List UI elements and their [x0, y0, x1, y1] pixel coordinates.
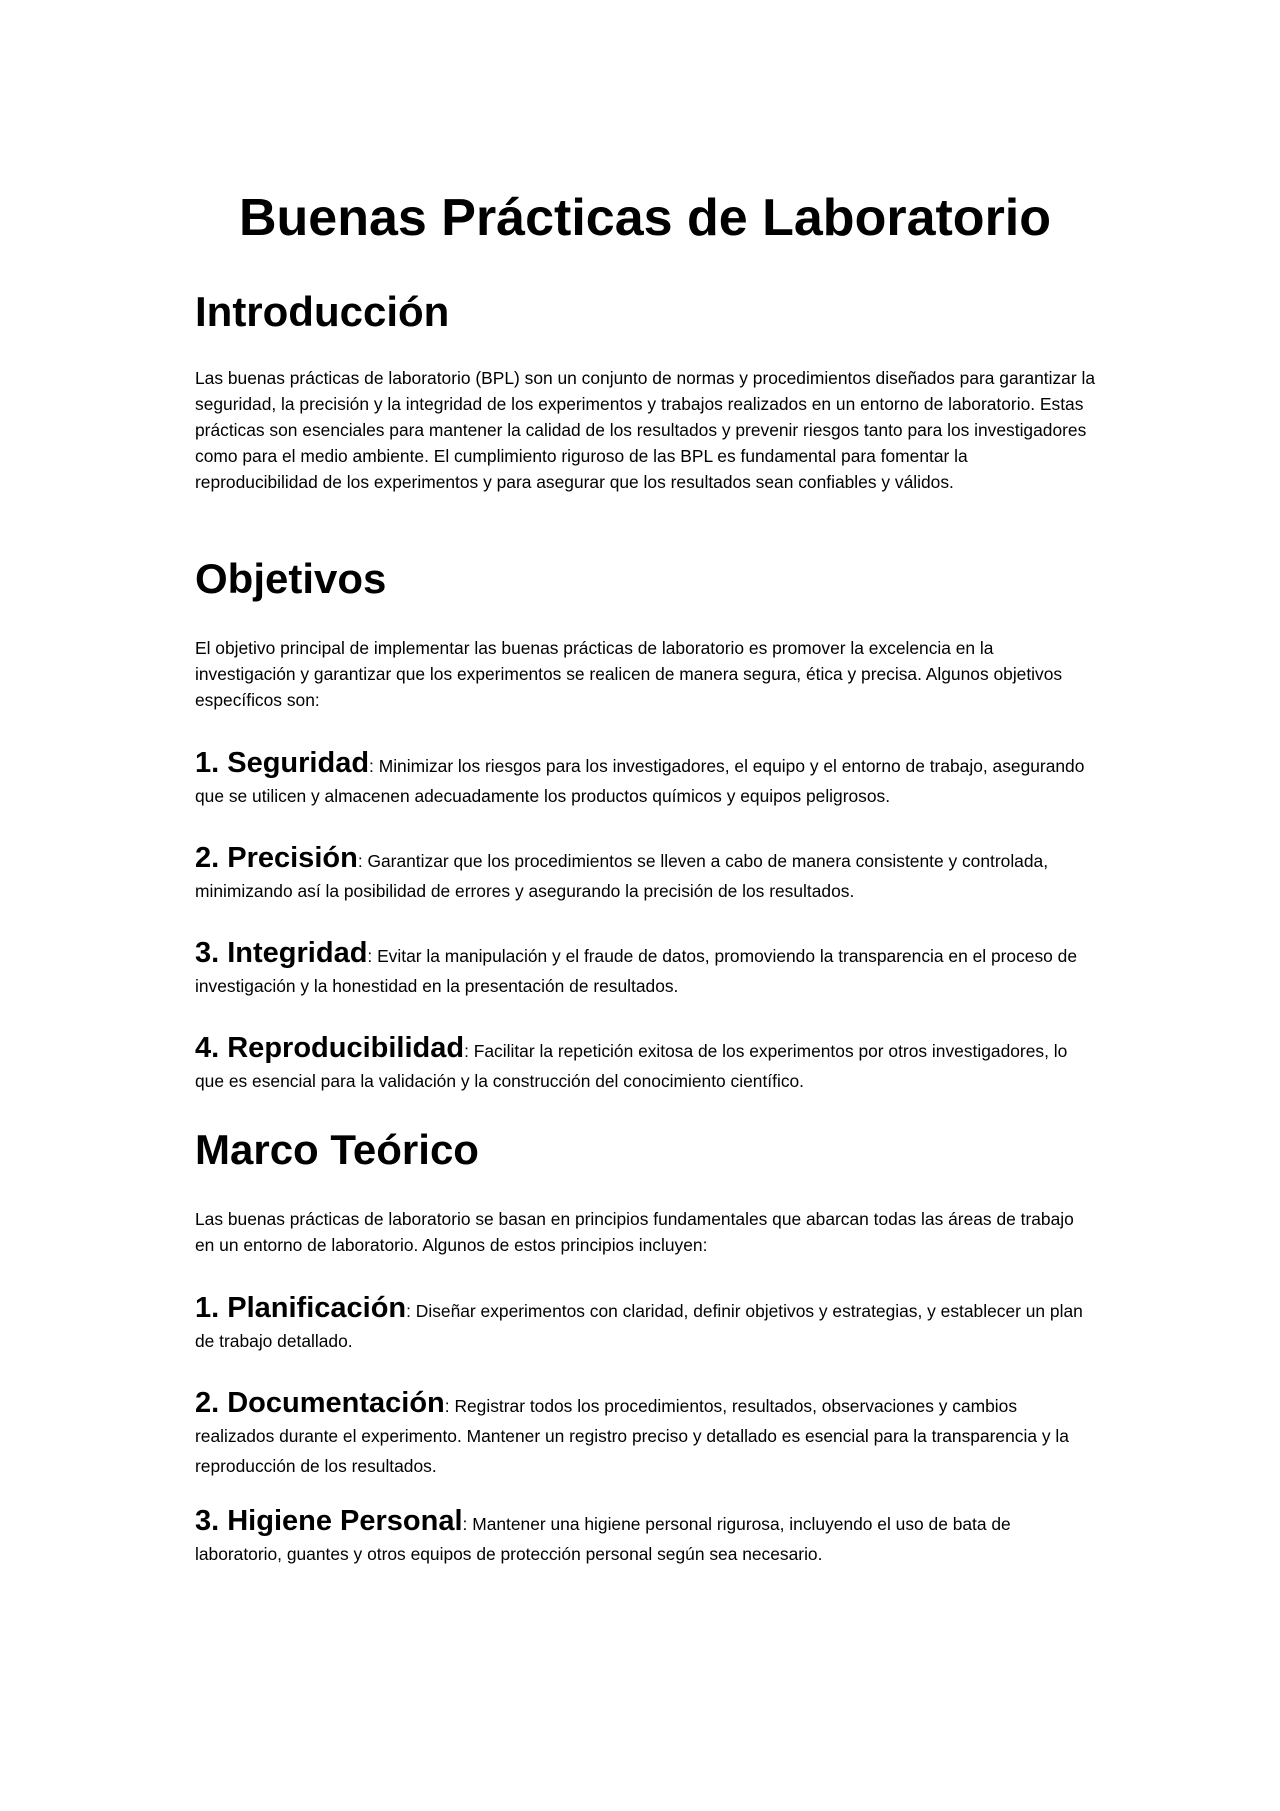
list-item-text: : Minimizar los riesgos para los investigadores, el equipo y el entorno de trabajo, asegurando que se utilicen y almacenen adecuadamente los productos químicos y equipos peligrosos.	[195, 756, 1085, 806]
list-item-documentacion	[195, 1388, 1095, 1481]
list-item-title: 3. Integridad	[195, 937, 368, 969]
list-item-text: : Garantizar que los procedimientos se lleven a cabo de manera consistente y controlada, minimizando así la posibilidad de errores y asegurando la precisión de los resultados.	[195, 851, 1049, 901]
list-item-title: 4. Reproducibilidad	[195, 1032, 465, 1064]
list-item-title: 3. Higiene Personal	[195, 1505, 463, 1537]
list-item-precision	[195, 843, 1095, 906]
list-item-title: 1. Seguridad	[195, 747, 370, 779]
list-item-higiene-personal	[195, 1506, 1095, 1569]
list-item-seguridad	[195, 748, 1095, 811]
list-item-text: : Diseñar experimentos con claridad, definir objetivos y estrategias, y establecer un plan de trabajo detallado.	[195, 1301, 1083, 1351]
list-item-reproducibilidad	[195, 1033, 1095, 1096]
list-item-planificacion	[195, 1293, 1095, 1356]
section-heading-objetivos: Objetivos	[195, 555, 387, 602]
list-item-text: : Evitar la manipulación y el fraude de datos, promoviendo la transparencia en el proceso de investigación y la honestidad en la presentación de resultados.	[195, 946, 1077, 996]
list-item-title: 1. Planificación	[195, 1292, 407, 1324]
section-paragraph-marco-teorico: Las buenas prácticas de laboratorio se basan en principios fundamentales que abarcan todas las áreas de trabajo en un entorno de laboratorio. Algunos de estos principios incluyen:	[195, 1209, 1074, 1255]
section-heading-marco-teorico: Marco Teórico	[195, 1126, 479, 1173]
list-item-text: : Facilitar la repetición exitosa de los experimentos por otros investigadores, lo que es esencial para la validación y la construcción del conocimiento científico.	[195, 1041, 1068, 1091]
section-paragraph-objetivos: El objetivo principal de implementar las buenas prácticas de laboratorio es promover la excelencia en la investigación y garantizar que los experimentos se realicen de manera segura, ética y precisa. Algunos objetivos específicos son:	[195, 638, 1063, 710]
list-item-integridad	[195, 938, 1095, 1001]
list-item-title: 2. Documentación	[195, 1387, 445, 1419]
section-heading-introduccion: Introducción	[195, 288, 450, 335]
section-paragraph-introduccion: Las buenas prácticas de laboratorio (BPL) son un conjunto de normas y procedimientos diseñados para garantizar la seguridad, la precisión y la integridad de los experimentos y trabajos realizados en un entorno de laboratorio. Estas prácticas son esenciales para mantener la calidad de los resultados y prevenir riesgos tanto para los investigadores como para el medio ambiente. El cumplimiento riguroso de las BPL es fundamental para fomentar la reproducibilidad de los experimentos y para asegurar que los resultados sean confiables y válidos.	[195, 368, 1096, 492]
list-item-text: : Mantener una higiene personal rigurosa, incluyendo el uso de bata de laboratorio, guantes y otros equipos de protección personal según sea necesario.	[195, 1514, 1011, 1564]
list-item-title: 2. Precisión	[195, 842, 358, 874]
list-item-text: : Registrar todos los procedimientos, resultados, observaciones y cambios realizados durante el experimento. Mantener un registro preciso y detallado es esencial para la transparencia y la reproducción de los resultados.	[195, 1396, 1069, 1476]
document-title: Buenas Prácticas de Laboratorio	[238, 189, 1052, 247]
